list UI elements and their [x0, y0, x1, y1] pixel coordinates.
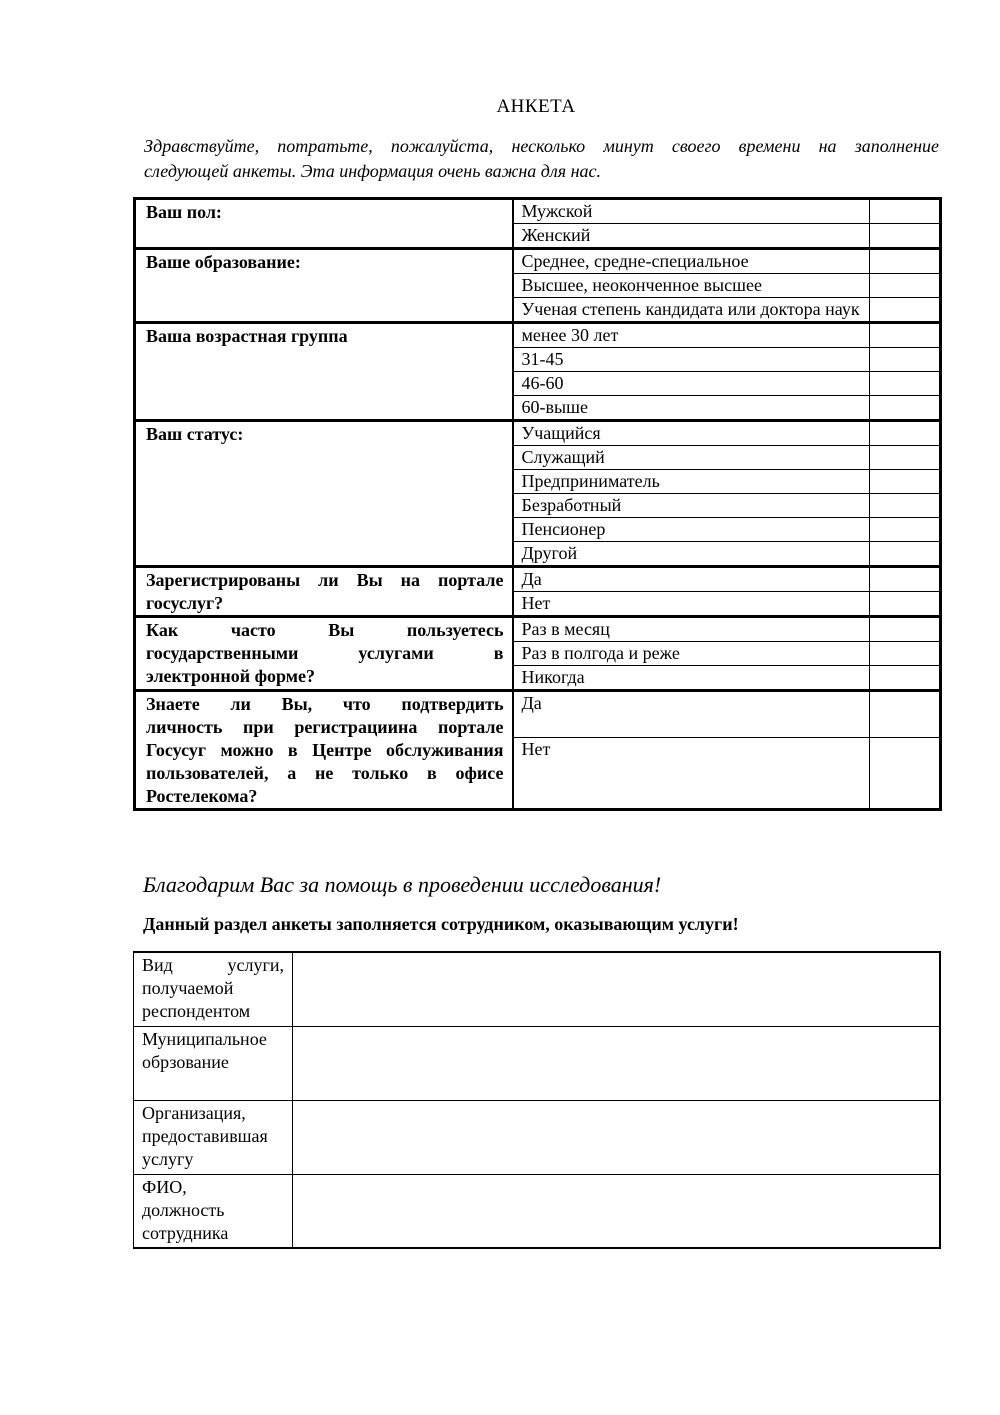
staff-table — [133, 951, 941, 1249]
option-label: Никогда — [513, 666, 870, 691]
question-line: Госусуг можно в Центре обслуживания — [146, 740, 504, 760]
label-line: респондентом — [142, 1001, 251, 1021]
answer-checkbox[interactable] — [870, 642, 941, 666]
option-label: Другой — [513, 542, 870, 567]
question-gender: Ваш пол: — [135, 199, 513, 249]
staff-field-service-type[interactable] — [293, 952, 940, 1027]
option-label: 60-выше — [513, 396, 870, 421]
option-label: Среднее, средне-специальное — [513, 249, 870, 274]
question-status: Ваш статус: — [135, 421, 513, 567]
option-label: Предприниматель — [513, 470, 870, 494]
staff-field-organization[interactable] — [293, 1101, 940, 1175]
question-identity-confirmation — [135, 691, 513, 810]
document-title: АНКЕТА — [496, 96, 576, 117]
answer-checkbox[interactable] — [870, 518, 941, 542]
question-line: Зарегистрированы ли Вы на портале — [146, 570, 504, 590]
staff-label-service-type — [134, 952, 293, 1027]
question-line: Знаете ли Вы, что подтвердить — [146, 694, 504, 714]
label-line: Вид услуги, — [142, 955, 284, 975]
answer-checkbox[interactable] — [870, 224, 941, 249]
question-age-group: Ваша возрастная группа — [135, 323, 513, 421]
label-line: получаемой — [142, 978, 234, 998]
question-line: государственными услугами в — [146, 643, 504, 663]
label-line: обрзование — [142, 1052, 229, 1072]
answer-checkbox[interactable] — [870, 249, 941, 274]
intro-line-2: следующей анкеты. Эта информация очень важна для нас. — [144, 161, 602, 181]
answer-checkbox[interactable] — [870, 396, 941, 421]
answer-checkbox[interactable] — [870, 446, 941, 470]
label-line: ФИО, — [142, 1177, 187, 1197]
label-line: услугу — [142, 1149, 194, 1169]
question-line: госуслуг? — [146, 593, 224, 613]
answer-checkbox[interactable] — [870, 323, 941, 348]
answer-checkbox[interactable] — [870, 372, 941, 396]
option-label: Раз в месяц — [513, 617, 870, 642]
option-label: Безработный — [513, 494, 870, 518]
answer-checkbox[interactable] — [870, 738, 941, 810]
answer-checkbox[interactable] — [870, 494, 941, 518]
option-label: Женский — [513, 224, 870, 249]
option-label: Нет — [513, 738, 870, 810]
question-education: Ваше образование: — [135, 249, 513, 323]
option-label: менее 30 лет — [513, 323, 870, 348]
answer-checkbox[interactable] — [870, 691, 941, 738]
answer-checkbox[interactable] — [870, 348, 941, 372]
answer-checkbox[interactable] — [870, 199, 941, 224]
label-line: предоставившая — [142, 1126, 268, 1146]
answer-checkbox[interactable] — [870, 274, 941, 298]
answer-checkbox[interactable] — [870, 542, 941, 567]
label-line: Организация, — [142, 1103, 246, 1123]
staff-label-employee — [134, 1175, 293, 1249]
answer-checkbox[interactable] — [870, 666, 941, 691]
option-label: Служащий — [513, 446, 870, 470]
question-gosuslugi-registered — [135, 567, 513, 617]
label-line: сотрудника — [142, 1223, 229, 1243]
staff-field-municipality[interactable] — [293, 1027, 940, 1101]
question-line: пользователей, а не только в офисе — [146, 763, 504, 783]
intro-line-1: Здравствуйте, потратьте, пожалуйста, несколько минут своего времени на заполнение — [144, 136, 939, 156]
label-line: Муниципальное — [142, 1029, 267, 1049]
option-label: Да — [513, 567, 870, 592]
option-label: Да — [513, 691, 870, 738]
thanks-message: Благодарим Вас за помощь в проведении исследования! — [143, 872, 662, 897]
option-label: 46-60 — [513, 372, 870, 396]
option-label: Учащийся — [513, 421, 870, 446]
option-label: Нет — [513, 592, 870, 617]
question-line: электронной форме? — [146, 666, 316, 686]
answer-checkbox[interactable] — [870, 617, 941, 642]
question-line: Ростелекома? — [146, 786, 258, 806]
answer-checkbox[interactable] — [870, 298, 941, 323]
staff-section-note: Данный раздел анкеты заполняется сотрудником, оказывающим услуги! — [143, 914, 739, 934]
staff-field-employee[interactable] — [293, 1175, 940, 1249]
answer-checkbox[interactable] — [870, 567, 941, 592]
option-label: Высшее, неоконченное высшее — [513, 274, 870, 298]
option-label: Пенсионер — [513, 518, 870, 542]
option-label: 31-45 — [513, 348, 870, 372]
question-line: Как часто Вы пользуетесь — [146, 620, 504, 640]
option-label: Ученая степень кандидата или доктора наук — [513, 298, 870, 323]
option-label: Мужской — [513, 199, 870, 224]
answer-checkbox[interactable] — [870, 592, 941, 617]
answer-checkbox[interactable] — [870, 470, 941, 494]
staff-label-municipality — [134, 1027, 293, 1101]
intro-text — [144, 134, 939, 184]
label-line: должность — [142, 1200, 225, 1220]
answer-checkbox[interactable] — [870, 421, 941, 446]
question-line: личность при регистрациина портале — [146, 717, 504, 737]
staff-label-organization — [134, 1101, 293, 1175]
survey-table — [133, 197, 942, 811]
question-usage-frequency — [135, 617, 513, 691]
option-label: Раз в полгода и реже — [513, 642, 870, 666]
